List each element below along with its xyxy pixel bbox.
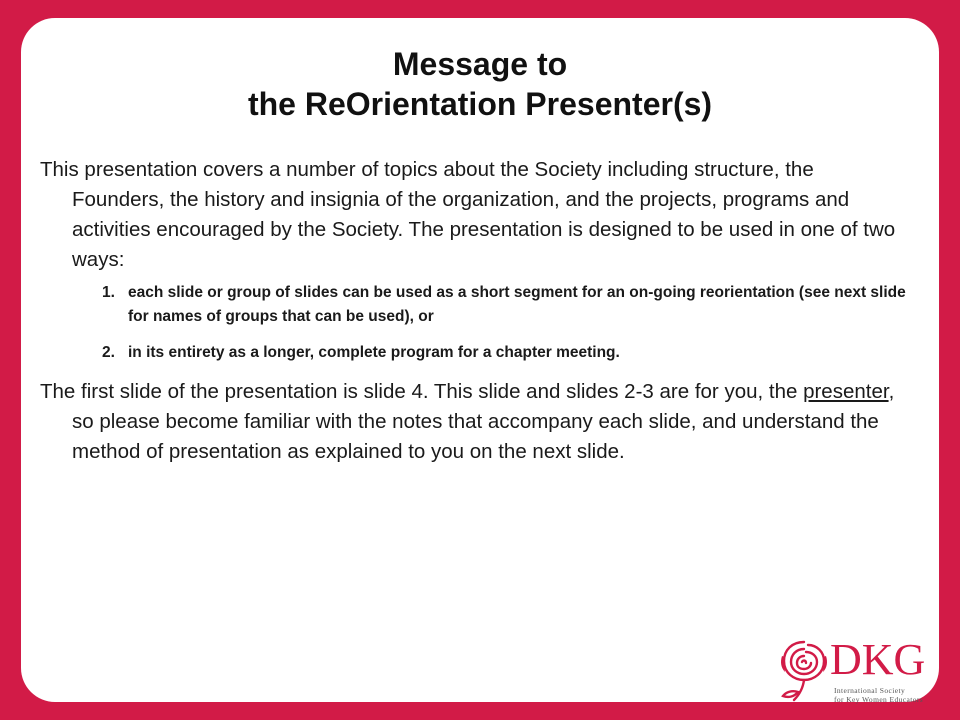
title-line-1: Message to xyxy=(392,46,568,82)
list-item-text: each slide or group of slides can be used as a short segment for an on-going reorientation (see next slide for names of groups that can be used), or xyxy=(128,284,906,325)
title-line-2: the ReOrientation Presenter(s) xyxy=(247,86,713,122)
slide-body xyxy=(40,155,910,467)
intro-paragraph: This presentation covers a number of topics about the Society including structure, the Founders, the history and insignia of the organization, and the projects, programs and activities encouraged by the Society. The presentation is designed to be used in one of two ways: xyxy=(40,158,896,271)
list-item xyxy=(40,341,910,365)
closing-text-end: , so please become familiar with the notes that accompany each slide, and understand the method of presentation as explained to you on the next slide. xyxy=(72,380,895,463)
list-number: 2. xyxy=(102,344,115,361)
slide-title xyxy=(0,44,960,124)
dkg-tagline xyxy=(834,686,954,704)
dkg-wordmark: DKG xyxy=(830,635,926,684)
usage-list xyxy=(40,281,910,365)
tagline-line-2: for Key Women Educators xyxy=(834,695,924,704)
list-item-text: in its entirety as a longer, complete program for a chapter meeting. xyxy=(128,344,620,361)
list-number: 1. xyxy=(102,284,115,301)
dkg-logo xyxy=(776,636,948,712)
presenter-underlined-word: presenter xyxy=(803,380,889,403)
closing-paragraph xyxy=(40,377,910,467)
closing-text-start: The first slide of the presentation is slide 4. This slide and slides 2-3 are for you, the xyxy=(40,380,804,403)
list-item xyxy=(40,281,910,329)
tagline-line-1: International Society xyxy=(834,686,906,695)
rose-icon xyxy=(776,636,832,704)
